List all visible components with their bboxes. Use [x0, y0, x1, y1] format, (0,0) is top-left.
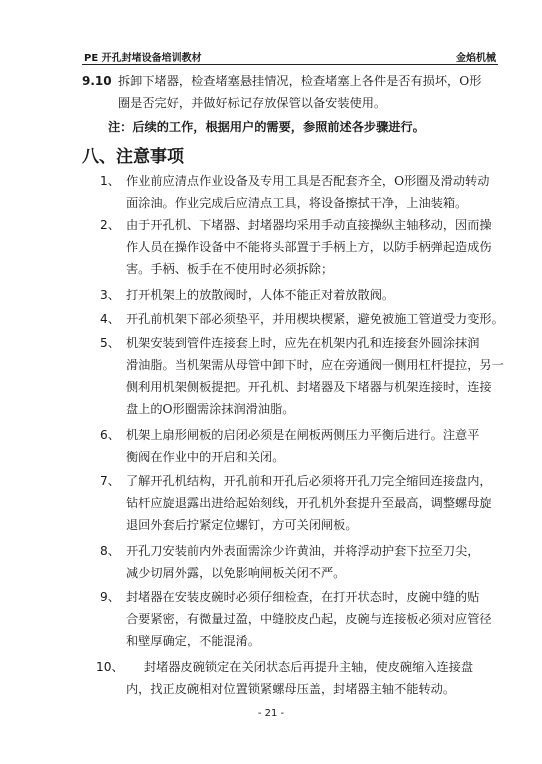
- item-number: 7、: [100, 474, 120, 488]
- item-number: 3、: [100, 288, 120, 302]
- item-line: 盘上的O形圈需涂抹润滑油脂。: [126, 402, 295, 416]
- item-line: 由于开孔机、下堵器、封堵器均采用手动直接操纵主轴移动，因而操: [126, 218, 492, 232]
- item-number: 6、: [100, 428, 120, 442]
- section-title: 八、注意事项: [82, 147, 184, 167]
- note-text: 注：后续的工作，根据用户的需要，参照前述各步骤进行。: [108, 120, 425, 134]
- item-line: 机架安装到管件连接套上时，应先在机架内孔和连接套外圆涂抹润: [126, 336, 480, 350]
- item-number: 5、: [100, 336, 120, 350]
- item-line: 减少切屑外露，以免影响闸板关闭不严。: [126, 566, 346, 580]
- item-line: 面涂油。作业完成后应清点工具，将设备擦拭干净，上油装箱。: [126, 196, 468, 210]
- item-line: 封堵器在安装皮碗时必须仔细检查，在打开状态时，皮碗中缝的贴: [126, 590, 480, 604]
- item-line: 退回外套后拧紧定位螺钉，方可关闭闸板。: [126, 518, 358, 532]
- step-number: 9.10: [82, 74, 112, 88]
- item-line: 衡阀在作业中的开启和关闭。: [126, 450, 285, 464]
- item-line: 作业前应清点作业设备及专用工具是否配套齐全，O形圈及滑动转动: [126, 174, 490, 188]
- item-number: 2、: [100, 218, 120, 232]
- header-title: PE 开孔封堵设备培训教材: [84, 53, 202, 64]
- item-line: 和壁厚确定，不能混淆。: [126, 634, 261, 648]
- page-number: - 21 -: [257, 708, 285, 719]
- step-line: 圈是否完好，并做好标记存放保管以备安装使用。: [118, 96, 387, 110]
- item-line: 打开机架上的放散阀时，人体不能正对着放散阀。: [126, 288, 395, 302]
- step-line: 拆卸下堵器，检查堵塞悬挂情况，检查堵塞上各件是否有损坏，O形: [118, 74, 482, 88]
- step-9-10: [82, 70, 502, 114]
- page-header: [82, 44, 498, 65]
- item-line: 封堵器皮碗锁定在关闭状态后再提升主轴，使皮碗缩入连接盘: [144, 660, 474, 674]
- item-number: 9、: [100, 590, 120, 604]
- item-line: 侧利用机架侧板提把。开孔机、封堵器及下堵器与机架连接时，连接: [126, 380, 492, 394]
- item-line: 开孔前机架下部必须垫平，并用楔块楔紧，避免被施工管道受力变形。: [126, 312, 504, 326]
- item-number: 4、: [100, 312, 120, 326]
- item-number: 8、: [100, 544, 120, 558]
- item-line: 内，找正皮碗相对位置锁紧螺母压盖，封堵器主轴不能转动。: [126, 682, 456, 696]
- item-line: 钻杆应旋退露出进给起始刻线，开孔机外套提升至最高，调整螺母旋: [126, 496, 492, 510]
- item-line: 机架上扇形闸板的启闭必须是在闸板两侧压力平衡后进行。注意平: [126, 428, 480, 442]
- item-line: 作人员在操作设备中不能将头部置于手柄上方，以防手柄弹起造成伤: [126, 240, 492, 254]
- item-number: 10、: [96, 660, 124, 674]
- item-line: 滑油脂。当机架需从母管中卸下时，应在旁通阀一侧用杠杆提拉，另一: [126, 358, 504, 372]
- item-number: 1、: [100, 174, 120, 188]
- item-line: 开孔刀安装前内外表面需涂少许黄油，并将浮动护套下拉至刀尖，: [126, 544, 480, 558]
- item-line: 害。手柄、板手在不使用时必须拆除；: [126, 262, 334, 276]
- item-line: 合要紧密，有微量过盈，中缝胶皮凸起，皮碗与连接板必须对应管径: [126, 612, 492, 626]
- header-company: 金焰机械: [456, 53, 496, 64]
- item-line: 了解开孔机结构，开孔前和开孔后必须将开孔刀完全缩回连接盘内，: [126, 474, 492, 488]
